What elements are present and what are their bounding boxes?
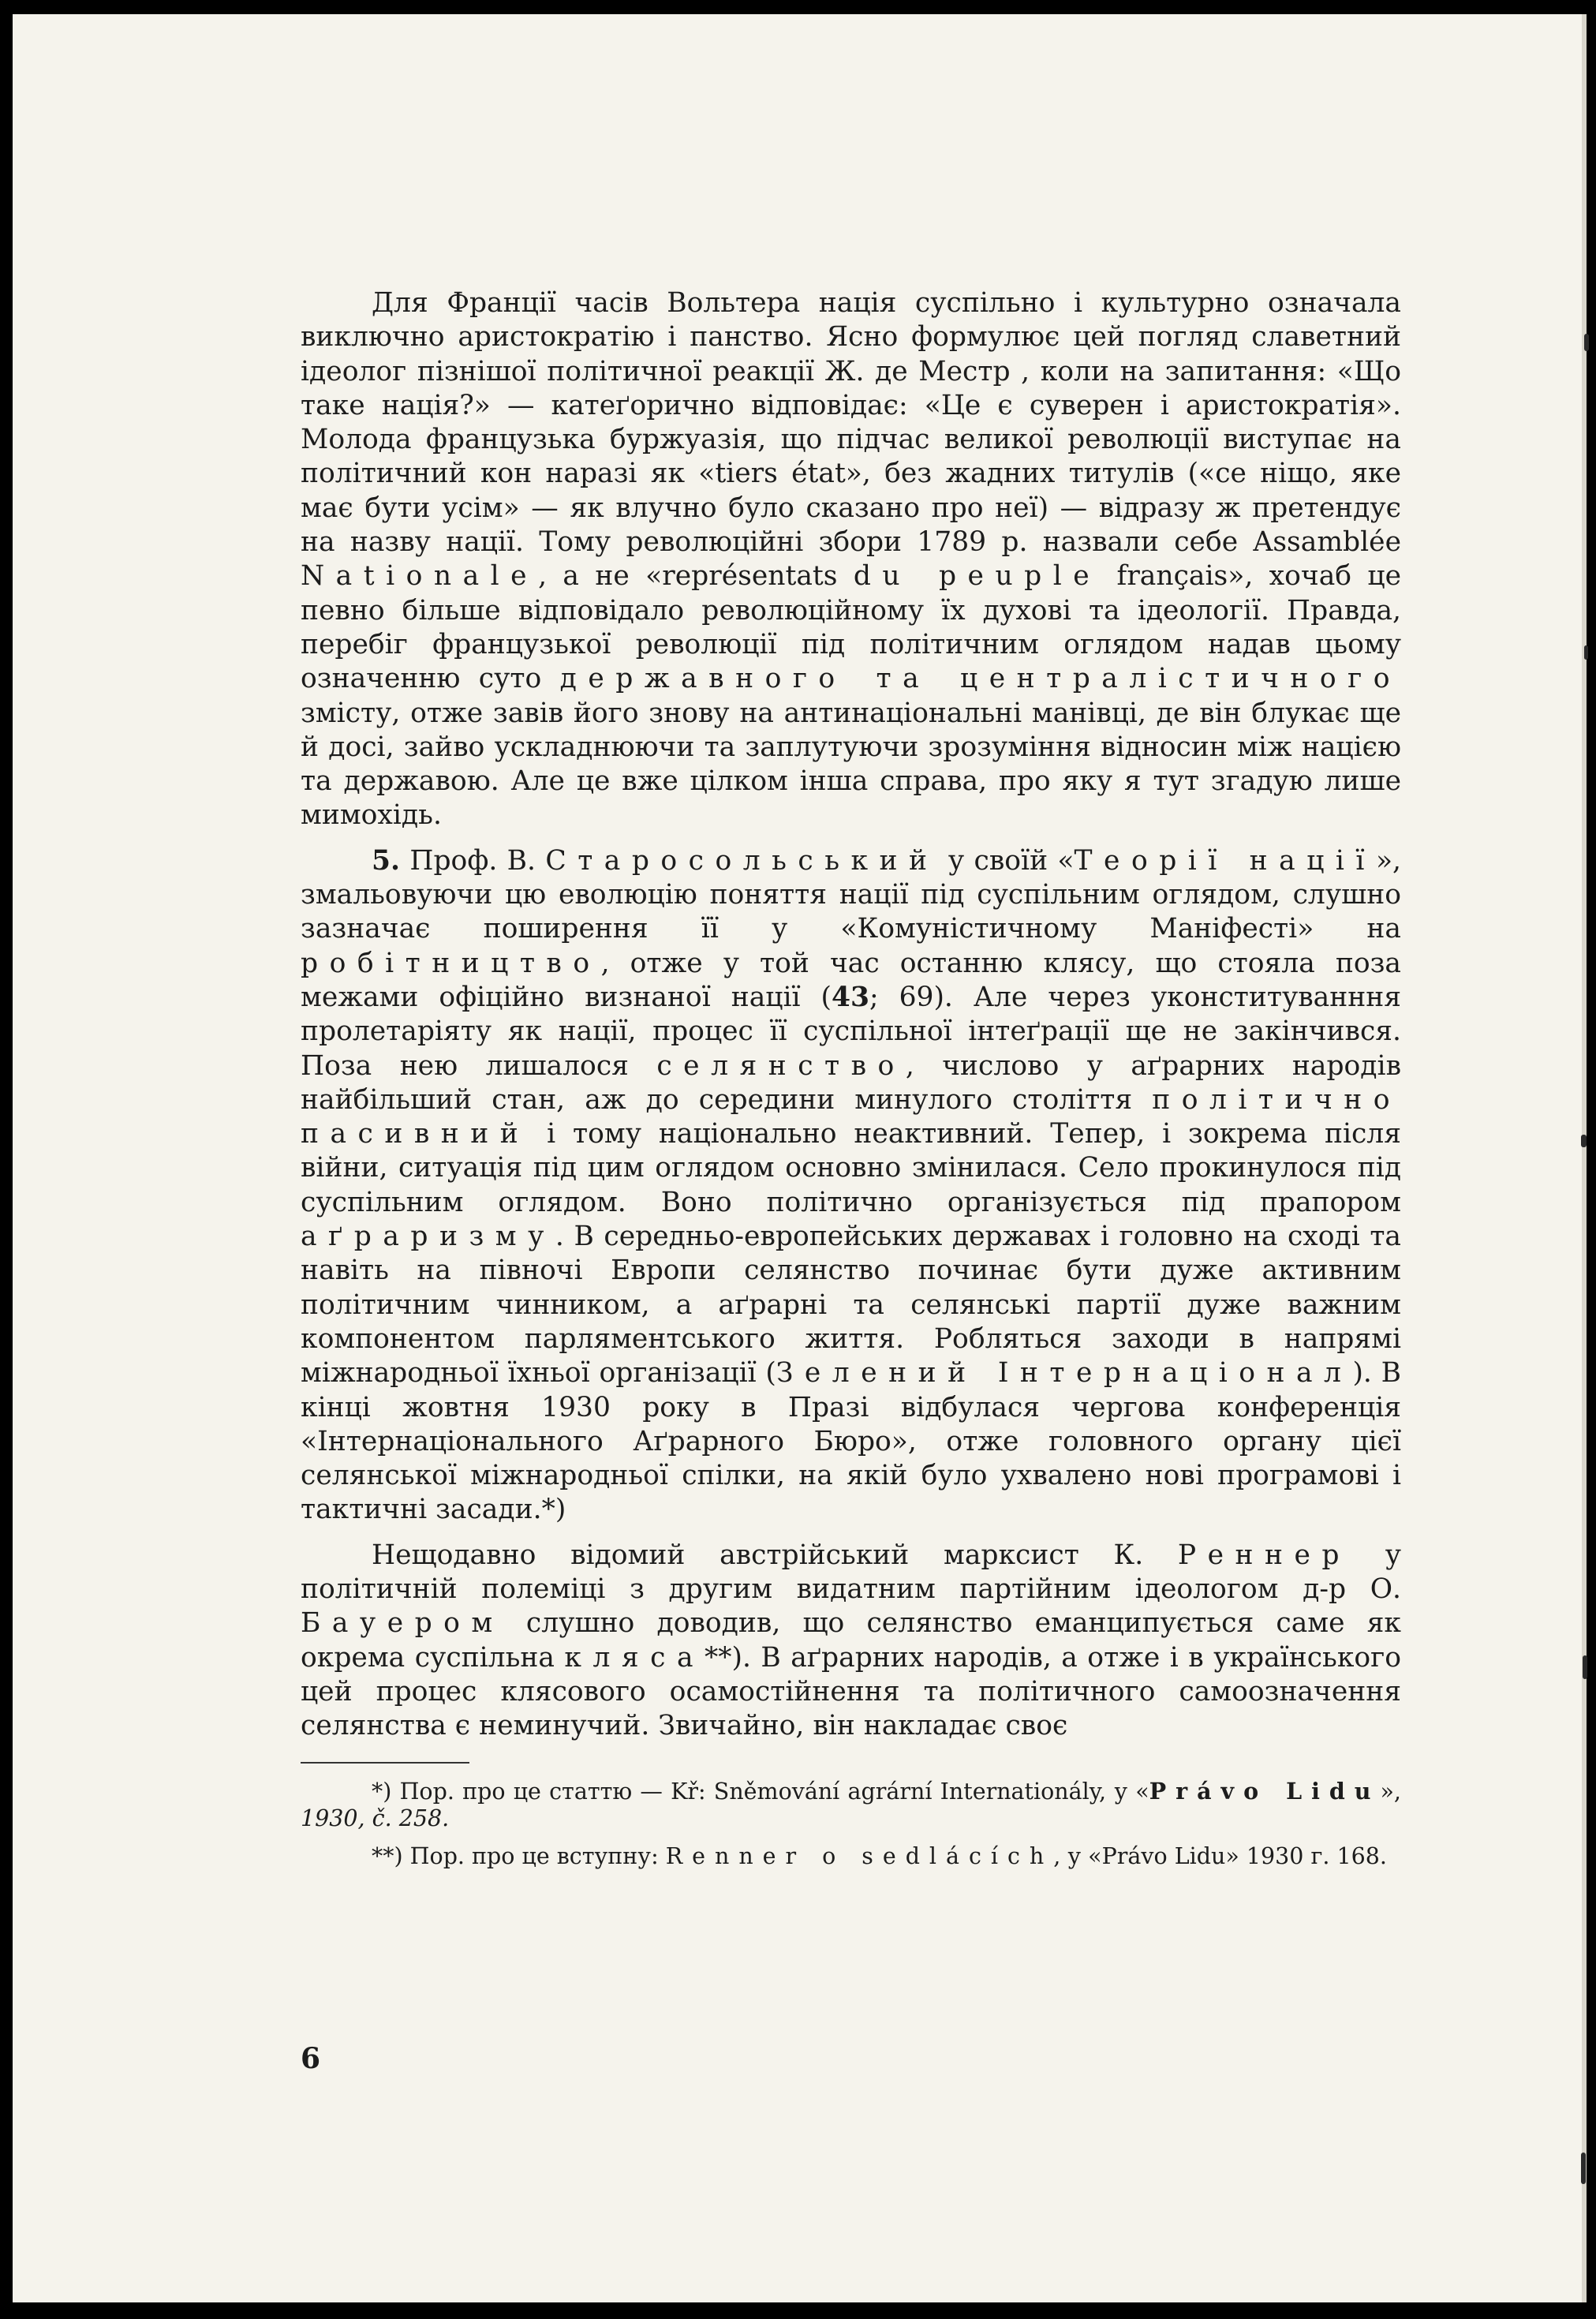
spaced-emphasis: Теорії нації (1074, 844, 1376, 877)
text-run: слушно доводив, що селянство еманципується саме як окрема суспільна (301, 1607, 1401, 1674)
spaced-emphasis: політично пасивний (301, 1083, 1401, 1150)
spaced-emphasis: Renner o sedlácích (665, 1843, 1054, 1870)
spaced-emphasis: Старосольський (545, 844, 939, 877)
scan-artifact (1584, 334, 1589, 351)
footnote-1 (301, 1778, 1401, 1832)
spaced-emphasis: селянство (656, 1049, 906, 1082)
footnote-separator (301, 1762, 469, 1764)
paragraph-3 (301, 1539, 1401, 1744)
paragraph-1 (301, 286, 1401, 833)
text-run: , а не «représentats (538, 560, 854, 593)
text-run: у політичній полеміці з другим видатним партійним ідеологом д-р О. (301, 1539, 1401, 1605)
spaced-emphasis: Nationale (301, 560, 539, 593)
spaced-emphasis: Реннер (1177, 1539, 1351, 1571)
text-run: , у «Právo Lidu» 1930 г. 168. (1053, 1843, 1387, 1870)
page-body (301, 286, 1401, 1881)
text-run: **). В аґрарних народів, а отже і в українського цей процес клясового осамостійнення та політичного самоозначення селянства є неминучий. Звичайно, він накладає своє (301, 1641, 1401, 1742)
spaced-emphasis: Бауером (301, 1607, 504, 1640)
text-run: », змальовуючи цю еволюцію поняття нації під суспільним оглядом, слушно зазначає поширення її у «Комуністичному Маніфесті» на (301, 844, 1402, 945)
spaced-emphasis: робітництво (301, 947, 601, 979)
text-run: **) Пор. про це вступну: (372, 1843, 666, 1870)
scan-artifact (1581, 2153, 1586, 2184)
spaced-emphasis: Právo Lidu (1149, 1778, 1381, 1805)
text-run: ). В кінці жовтня 1930 року в Празі відбулася чергова конференція «Інтернаціонального Аґрарного Бюро», отже головного органу цієї селянської міжнародньої спілки, на якій було ухвалено нові програмові і тактичні засади.*) (301, 1357, 1401, 1526)
footnote-2 (301, 1843, 1401, 1870)
text-run: змісту, отже завів його знову на антинаціональні манівці, де він блукає ще й досі, зайво ускладнюючи та заплутуючи зрозуміння відносин між нацією та державою. Але це вже цілком інша справа, про яку я тут згадую лише мимохідь. (301, 697, 1401, 832)
text-run: , отже у той час останню клясу, що стояла поза межами офіційно визнаної нації ( (301, 947, 1401, 1013)
reference-number: 43 (831, 981, 869, 1013)
text-run: 1930, č. 258. (301, 1805, 450, 1832)
scan-artifact (1584, 645, 1588, 660)
page-number: 6 (301, 2042, 321, 2075)
text-run: Нещодавно відомий австрійський марксист К. (372, 1539, 1178, 1571)
spaced-emphasis: аґраризму (301, 1221, 555, 1253)
spaced-emphasis: du peuple (853, 560, 1101, 593)
text-run: *) Пор. про це статтю — Kř: Sněmování agrární Internationály, у « (372, 1779, 1149, 1805)
spaced-emphasis: кляса (564, 1641, 705, 1674)
text-run: у своїй « (938, 844, 1075, 877)
paragraph-2 (301, 844, 1401, 1528)
text-run: Для Франції часів Вольтера нація суспільно і культурно означала виключно аристократію і панство. Ясно формулює цей погляд славетний ідеолог пізнішої політичної реакції Ж. де Местр , коли на запитання: «Що таке нація?» — катеґорично відповідає: «Це є суверен і аристократія». Молода французька буржуазія, що підчас великої революції виступає на політичний кон наразі як «tiers état», без жадних титулів («се ніщо, яке має бути усім» — як влучно було сказано про неї) — відразу ж претендує на назву нації. Тому революційні збори 1789 р. назвали себе Assamblée (301, 287, 1401, 559)
text-run: Проф. В. (400, 844, 546, 877)
spaced-emphasis: державного та централістичного (559, 663, 1402, 695)
text-run: . В середньо-европейських державах і головно на сході та навіть на півночі Европи селянство починає бути дуже активним політичним чинником, а аґрарні та селянські партії дуже важним компонентом парляментського життя. Робляться заходи в напрямі міжнародньої їхньої організації ( (301, 1221, 1401, 1390)
text-run: », (1380, 1779, 1401, 1805)
text-run: français», хочаб це певно більше відповідало революційному їх духові та ідеології. Правда, перебіг французької революції під політичним оглядом надав цьому означенню суто (301, 560, 1402, 695)
scan-artifact (1583, 1655, 1587, 1679)
text-run: і тому національно неактивний. Тепер, і зокрема після війни, ситуація під цим оглядом основно змінилася. Село прокинулося під суспільним оглядом. Воно політично організується під прапором (301, 1118, 1401, 1218)
section-number: 5. (372, 844, 401, 877)
book-page (13, 14, 1587, 2302)
scan-artifact (1581, 1135, 1587, 1147)
spaced-emphasis: Зелений Інтернаціонал (776, 1357, 1353, 1390)
text-run: , числово у аґрарних народів найбільший стан, аж до середини минулого століття (301, 1049, 1401, 1116)
text-run: ; 69). Але через уконституванння пролетаріяту як нації, процес її суспільної інтеґрації ще не закінчився. Поза нею лишалося (301, 981, 1401, 1082)
